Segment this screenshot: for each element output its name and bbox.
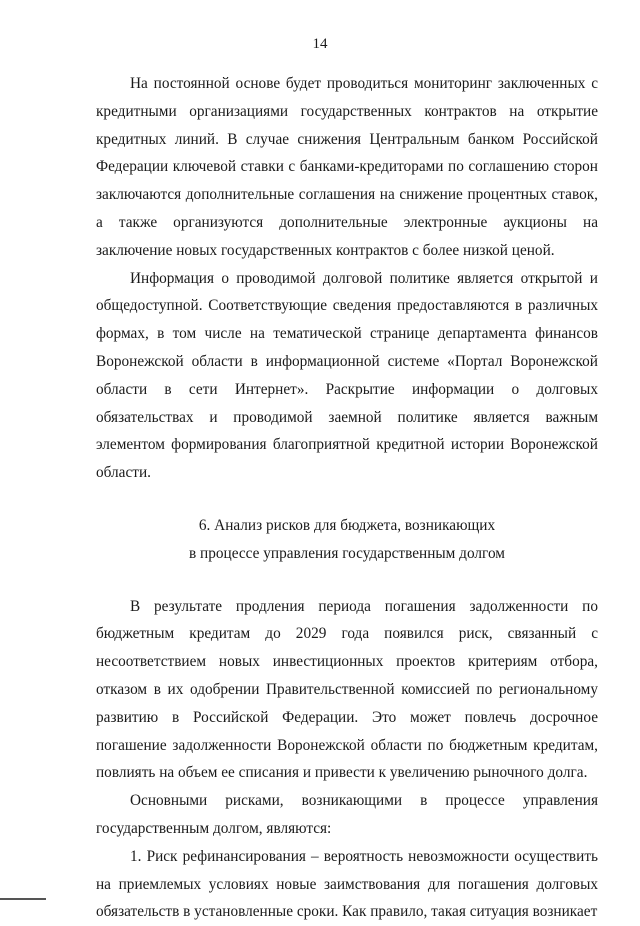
section-heading (96, 512, 598, 568)
paragraph-main-risks-intro: Основными рисками, возникающими в процессе управления государственным долгом, являются: (96, 792, 598, 837)
section-heading-line-2: в процессе управления государственным долгом (189, 544, 505, 562)
page-number: 14 (312, 36, 328, 52)
section-heading-line-1: 6. Анализ рисков для бюджета, возникающих (198, 516, 496, 534)
paragraph-monitoring: На постоянной основе будет проводиться мониторинг заключенных с кредитными организациями государственных контрактов на открытие кредитных линий. В случае снижения Центральным банком Российской Федерации ключевой ставки с банками-кредиторами по соглашению сторон заключаются дополнительные соглашения на снижение процентных ставок, а также организуются дополнительные электронные аукционы на заключение новых государственных контрактов с более низкой ценой. (96, 75, 598, 259)
paragraph-budget-credit-risk: В результате продления периода погашения задолженности по бюджетным кредитам до 2029 года появился риск, связанный с несоответствием новых инвестиционных проектов критериям отбора, отказом в их одобрении Правительственной комиссией по региональному развитию в Российской Федерации. Это может повлечь досрочное погашение задолженности Воронежской области по бюджетным кредитам, повлиять на объем ее списания и привести к увеличению рыночного долга. (96, 597, 598, 782)
paragraph-debt-policy-info: Информация о проводимой долговой политике является открытой и общедоступной. Соответствующие сведения предоставляются в различных формах, в том числе на тематической странице департамента финансов Воронежской области в информационной системе «Портал Воронежской области в сети Интернет». Раскрытие информации о долговых обязательствах и проводимой заемной политике является важным элементом формирования благоприятной кредитной истории Воронежской области. (96, 269, 598, 482)
paragraph-refinancing-risk: 1. Риск рефинансирования – вероятность невозможности осуществить на приемлемых условиях новые заимствования для погашения долговых обязательств в установленные сроки. Как правило, такая ситуация возникает (96, 847, 598, 921)
document-body (96, 70, 598, 926)
